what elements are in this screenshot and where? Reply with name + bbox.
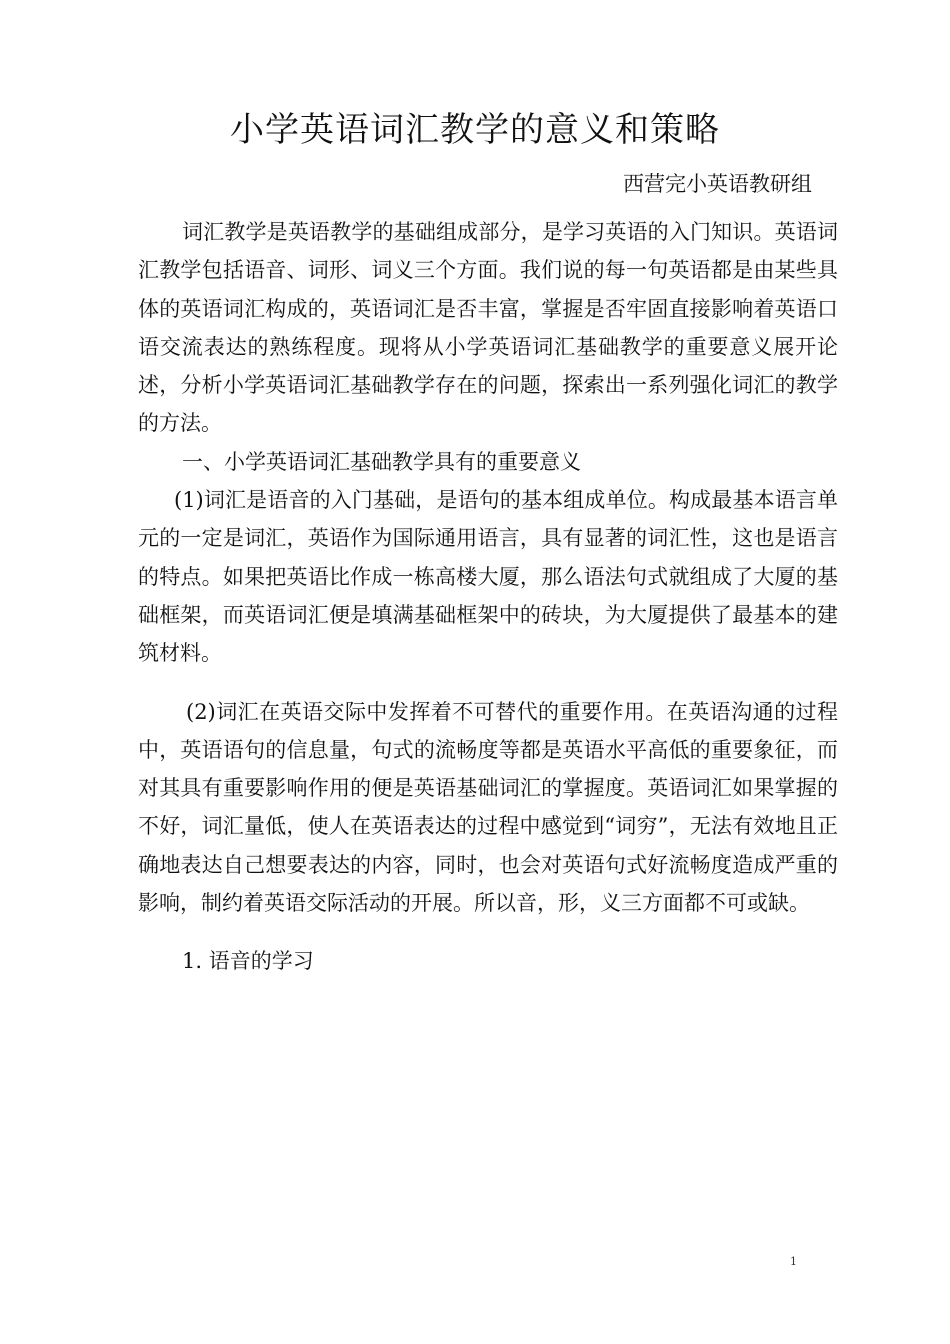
- paragraph-point-2: (2)词汇在英语交际中发挥着不可替代的重要作用。在英语沟通的过程中，英语语句的信息量，句式的流畅度等都是英语水平高低的重要象征，而对其具有重要影响作用的便是英语基础词汇的掌握度。英语词汇如果掌握的不好，词汇量低，使人在英语表达的过程中感觉到“词穷”，无法有效地且正确地表达自己想要表达的内容，同时，也会对英语句式好流畅度造成严重的影响，制约着英语交际活动的开展。所以音，形，义三方面都不可或缺。: [138, 699, 838, 916]
- paragraph-point-1: (1)词汇是语音的入门基础，是语句的基本组成单位。构成最基本语言单元的一定是词汇，英语作为国际通用语言，具有显著的词汇性，这也是语言的特点。如果把英语比作成一栋高楼大厦，那么语法句式就组成了大厦的基础框架，而英语词汇便是填满基础框架中的砖块，为大厦提供了最基本的建筑材料。: [138, 488, 838, 666]
- document-body: [138, 213, 838, 981]
- document-title: 小学英语词汇教学的意义和策略: [230, 110, 720, 150]
- subsection-heading-1: 1. 语音的学习: [182, 949, 314, 974]
- document-author: 西营完小英语教研组: [623, 172, 812, 196]
- page-number: 1: [790, 1255, 797, 1268]
- paragraph-gap: [138, 673, 838, 693]
- paragraph-intro: 词汇教学是英语教学的基础组成部分，是学习英语的入门知识。英语词汇教学包括语音、词形、词义三个方面。我们说的每一句英语都是由某些具体的英语词汇构成的，英语词汇是否丰富，掌握是否牢固直接影响着英语口语交流表达的熟练程度。现将从小学英语词汇基础教学的重要意义展开论述，分析小学英语词汇基础教学存在的问题，探索出一系列强化词汇的教学的方法。: [138, 220, 838, 436]
- paragraph-gap: [138, 922, 838, 942]
- section-heading-1: 一、小学英语词汇基础教学具有的重要意义: [182, 449, 581, 474]
